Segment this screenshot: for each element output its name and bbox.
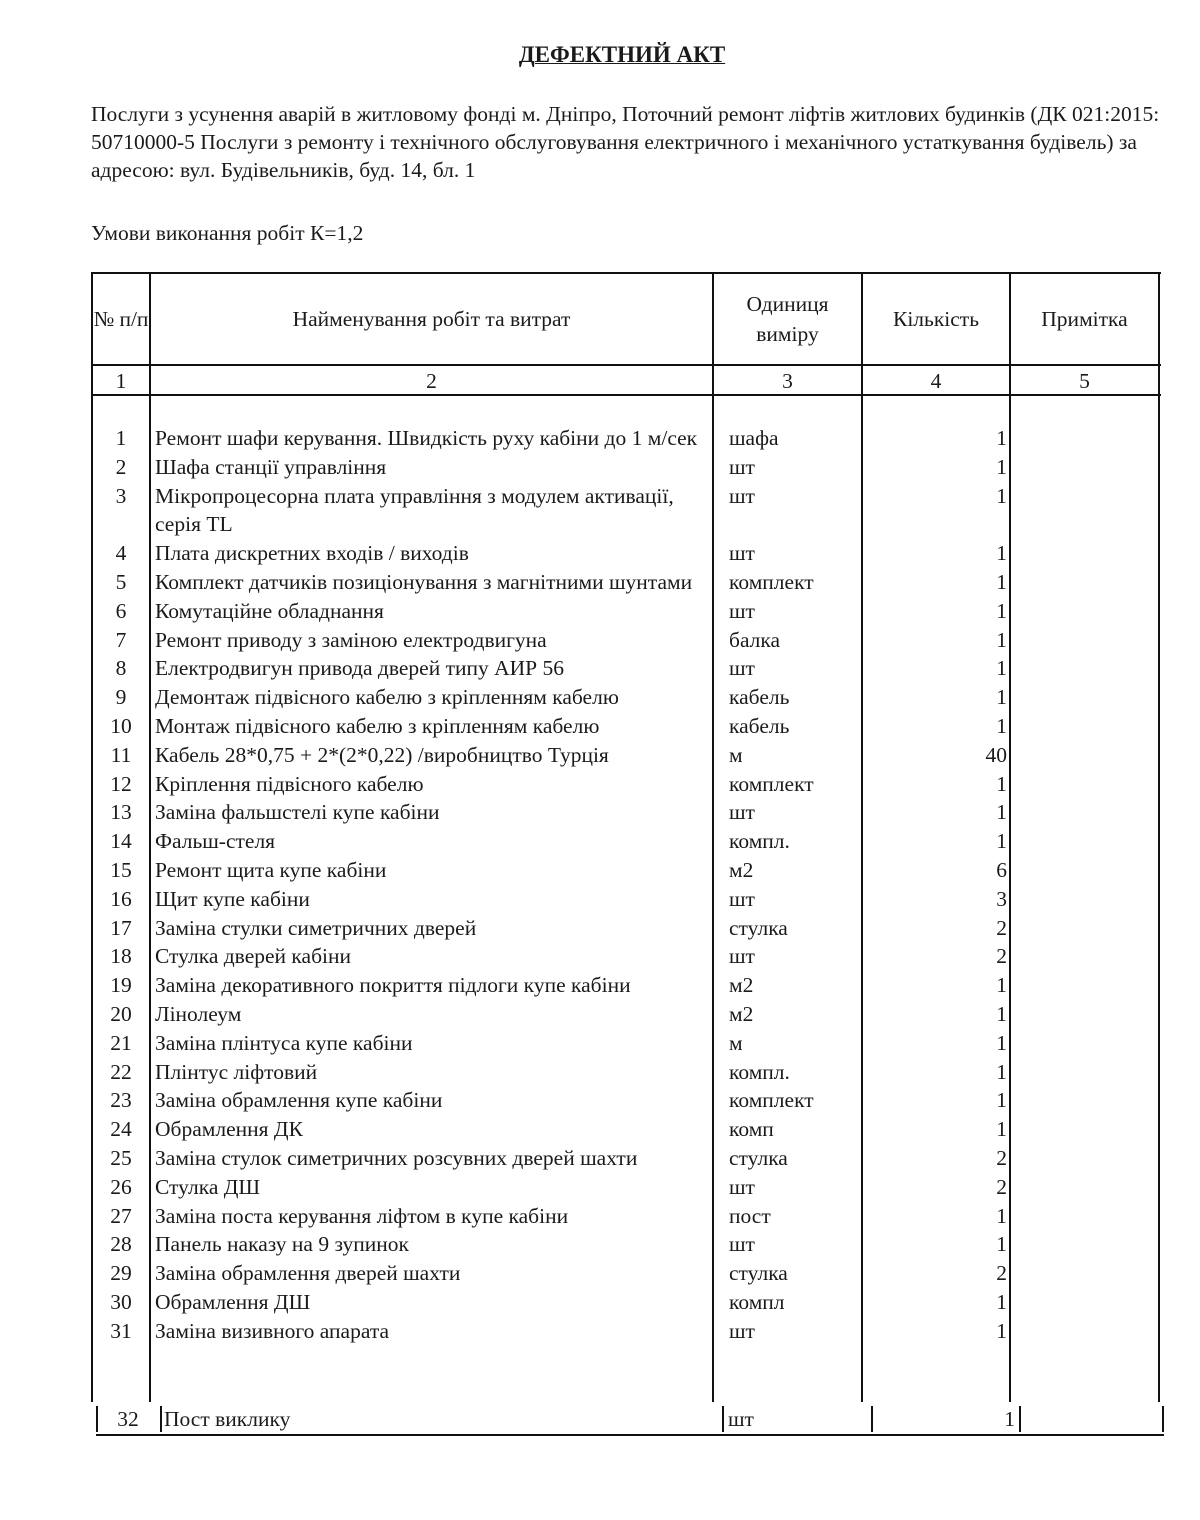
row-number: 2 [115, 454, 127, 479]
row-name: Обрамлення ДК [155, 1117, 303, 1142]
table-row [91, 914, 1161, 943]
row-name: Заміна плінтуса купе кабіни [155, 1030, 413, 1055]
row-number: 15 [110, 857, 132, 882]
row-name: Плінтус ліфтовий [155, 1059, 318, 1084]
row-name: Заміна декоративного покриття підлоги купе кабіни [155, 973, 631, 998]
row-number: 1 [115, 426, 127, 450]
row-quantity: 1 [996, 569, 1007, 594]
table-row [91, 798, 1161, 827]
table-row [91, 885, 1161, 914]
row-name: Монтаж підвісного кабелю з кріпленням кабелю [155, 713, 600, 738]
row-unit: стулка [729, 915, 788, 940]
row-quantity: 1 [996, 1030, 1007, 1055]
row-name: Ремонт приводу з заміною електродвигуна [155, 627, 547, 652]
table-row [91, 1115, 1161, 1144]
row-quantity: 1 [996, 1117, 1007, 1142]
row-name: Демонтаж підвісного кабелю з кріпленням кабелю [155, 685, 619, 710]
header-number: № п/п [93, 307, 149, 331]
row-name: Комутаційне обладнання [155, 598, 384, 623]
table-row [91, 1144, 1161, 1173]
row-unit: шт [729, 656, 755, 681]
column-number-label: 1 [115, 369, 127, 393]
table-row [91, 770, 1161, 799]
row-number: 14 [110, 829, 132, 854]
row-unit: балка [729, 627, 781, 652]
row-number: 4 [115, 541, 127, 566]
row-number: 8 [115, 656, 127, 681]
header-divider [91, 364, 1161, 366]
table-row [91, 1173, 1161, 1202]
row-unit: комп [729, 1117, 774, 1142]
table-body [91, 424, 1161, 1346]
row-number: 31 [110, 1318, 132, 1343]
row-name: Мікропроцесорна плата управління з модулем активації, серія TL [155, 483, 674, 537]
row-number: 29 [110, 1261, 132, 1286]
column-number-label: 3 [782, 369, 793, 393]
row-number: 17 [110, 915, 132, 940]
table-row [91, 942, 1161, 971]
row-name: Обрамлення ДШ [155, 1289, 311, 1314]
table-row [91, 1288, 1161, 1317]
row-name: Кріплення підвісного кабелю [155, 771, 424, 796]
row-unit: шт [729, 1318, 755, 1343]
table-row [91, 453, 1161, 482]
row-unit: шт [729, 800, 755, 825]
row-name: Панель наказу на 9 зупинок [155, 1232, 409, 1257]
row-unit: кабель [729, 685, 790, 710]
table-row [91, 1029, 1161, 1058]
row-quantity: 1 [996, 1232, 1007, 1257]
row-unit: комплект [729, 1088, 814, 1113]
row-number: 24 [110, 1117, 132, 1142]
row-number: 5 [115, 569, 127, 594]
row-number: 7 [115, 627, 127, 652]
row-quantity: 1 [996, 454, 1007, 479]
header-quantity: Кількість [892, 307, 979, 331]
row-number: 25 [110, 1145, 132, 1170]
row-quantity: 1 [996, 973, 1007, 998]
row-quantity: 1 [996, 656, 1007, 681]
row-quantity: 3 [996, 886, 1007, 911]
row-number: 20 [110, 1001, 132, 1026]
row-unit: шт [729, 886, 755, 911]
row-name: Заміна стулки симетричних дверей [155, 915, 477, 940]
row-number: 10 [110, 713, 132, 738]
row-quantity: 1 [996, 771, 1007, 796]
header-note: Примітка [1041, 307, 1128, 331]
row-name: Ремонт шафи керування. Швидкість руху кабіни до 1 м/сек [155, 426, 698, 450]
row-quantity: 1 [996, 541, 1007, 566]
row-quantity: 1 [996, 1203, 1007, 1228]
row-quantity: 40 [985, 742, 1007, 767]
row-name: Електродвигун привода дверей типу АИР 56 [155, 656, 565, 681]
row-unit: стулка [729, 1145, 788, 1170]
table-row [91, 482, 1161, 540]
column-number-label: 4 [930, 369, 942, 393]
row-name: Заміна поста керування ліфтом в купе кабіни [155, 1203, 569, 1228]
row-quantity: 1 [996, 426, 1007, 450]
row-unit: м2 [729, 1001, 754, 1026]
row-name: Заміна обрамлення купе кабіни [155, 1088, 443, 1113]
row-unit: комплект [729, 569, 814, 594]
row-name: Заміна обрамлення дверей шахти [155, 1261, 461, 1286]
row-name: Шафа станції управління [155, 454, 387, 479]
row-unit: м2 [729, 857, 754, 882]
row-unit: шт [729, 944, 755, 969]
row-number: 22 [110, 1059, 132, 1084]
row-unit: м [729, 742, 743, 767]
row-number: 9 [115, 685, 127, 710]
table-row [91, 971, 1161, 1000]
row-unit: стулка [729, 1261, 788, 1286]
row-quantity: 1 [996, 1001, 1007, 1026]
table-row [91, 683, 1161, 712]
row-quantity: 1 [1004, 1407, 1015, 1431]
header-divider [91, 394, 1161, 396]
table-row [91, 424, 1161, 453]
row-quantity: 1 [996, 1088, 1007, 1113]
row-name: Плата дискретних входів / виходів [155, 541, 469, 566]
table-row [91, 1202, 1161, 1231]
row-name: Кабель 28*0,75 + 2*(2*0,22) /виробництво Турція [155, 742, 609, 767]
row-name: Стулка дверей кабіни [155, 944, 352, 969]
row-name: Пост виклику [164, 1407, 291, 1431]
row-number: 18 [110, 944, 132, 969]
table-row [96, 1404, 1164, 1436]
row-number: 19 [110, 973, 132, 998]
work-conditions: Умови виконання робіт К=1,2 [91, 221, 364, 245]
table-row [91, 654, 1161, 683]
table-row [91, 827, 1161, 856]
table-row [91, 1230, 1161, 1259]
row-name: Стулка ДШ [155, 1174, 261, 1199]
intro-paragraph: Послуги з усунення аварій в житловому фонді м. Дніпро, Поточний ремонт ліфтів житлових будинків (ДК 021:2015: 50710000-5 Послуги з ремонту і технічного обслуговування електричного і механічного устаткування будівель) за адресою: вул. Будівельників, буд. 14, бл. 1 [91, 102, 1160, 182]
row-number: 11 [110, 742, 132, 767]
row-name: Комплект датчиків позиціонування з магнітними шунтами [155, 569, 693, 594]
row-quantity: 1 [996, 829, 1007, 854]
row-quantity: 2 [996, 1145, 1007, 1170]
row-quantity: 1 [996, 1059, 1007, 1084]
row-quantity: 1 [996, 800, 1007, 825]
row-name: Щит купе кабіни [155, 886, 310, 911]
row-quantity: 1 [996, 627, 1007, 652]
row-quantity: 1 [996, 713, 1007, 738]
row-quantity: 2 [996, 1174, 1007, 1199]
row-unit: комплект [729, 771, 814, 796]
row-unit: м2 [729, 973, 754, 998]
row-name: Лінолеум [155, 1001, 242, 1026]
header-name: Найменування робіт та витрат [292, 307, 571, 331]
row-unit: м [729, 1030, 743, 1055]
row-number: 27 [110, 1203, 132, 1228]
row-quantity: 2 [996, 915, 1007, 940]
table-row [91, 1259, 1161, 1288]
row-quantity: 6 [996, 857, 1007, 882]
table-row [91, 856, 1161, 885]
row-number: 23 [110, 1088, 132, 1113]
row-unit: кабель [729, 713, 790, 738]
row-quantity: 1 [996, 483, 1007, 508]
row-number: 16 [110, 886, 132, 911]
row-name: Фальш-стеля [155, 829, 276, 854]
row-number: 30 [110, 1289, 132, 1314]
table-row [91, 568, 1161, 597]
row-number: 26 [110, 1174, 132, 1199]
table-row [91, 712, 1161, 741]
row-number: 21 [110, 1030, 132, 1055]
row-unit: пост [729, 1203, 771, 1228]
row-number: 32 [117, 1407, 139, 1431]
row-unit: компл. [729, 829, 790, 854]
table-row [91, 626, 1161, 655]
row-number: 12 [110, 771, 132, 796]
row-name: Заміна стулок симетричних розсувних дверей шахти [155, 1145, 638, 1170]
table-row [91, 597, 1161, 626]
table-row [91, 741, 1161, 770]
column-number-label: 5 [1079, 369, 1090, 393]
row-unit: шт [729, 483, 755, 508]
row-quantity: 2 [996, 1261, 1007, 1286]
row-unit: шафа [729, 426, 779, 450]
table-row [91, 1058, 1161, 1087]
row-name: Ремонт щита купе кабіни [155, 857, 387, 882]
table-row [91, 1317, 1161, 1346]
row-unit: компл [729, 1289, 785, 1314]
row-quantity: 2 [996, 944, 1007, 969]
row-quantity: 1 [996, 685, 1007, 710]
row-quantity: 1 [996, 1289, 1007, 1314]
row-unit: шт [729, 1174, 755, 1199]
header-unit: Одиниця виміру [746, 292, 829, 346]
row-quantity: 1 [996, 1318, 1007, 1343]
row-unit: шт [728, 1407, 754, 1431]
row-unit: шт [729, 598, 755, 623]
row-name: Заміна визивного апарата [155, 1318, 390, 1343]
row-unit: компл. [729, 1059, 790, 1084]
row-unit: шт [729, 541, 755, 566]
row-number: 3 [115, 483, 127, 508]
column-number-label: 2 [426, 369, 437, 393]
table-row [91, 1086, 1161, 1115]
table-row [91, 539, 1161, 568]
table-row [91, 1000, 1161, 1029]
row-unit: шт [729, 454, 755, 479]
row-quantity: 1 [996, 598, 1007, 623]
document-title: ДЕФЕКТНИЙ АКТ [518, 42, 726, 67]
row-number: 28 [110, 1232, 132, 1257]
row-name: Заміна фальшстелі купе кабіни [155, 800, 440, 825]
row-unit: шт [729, 1232, 755, 1257]
row-number: 6 [115, 598, 127, 623]
row-number: 13 [110, 800, 132, 825]
